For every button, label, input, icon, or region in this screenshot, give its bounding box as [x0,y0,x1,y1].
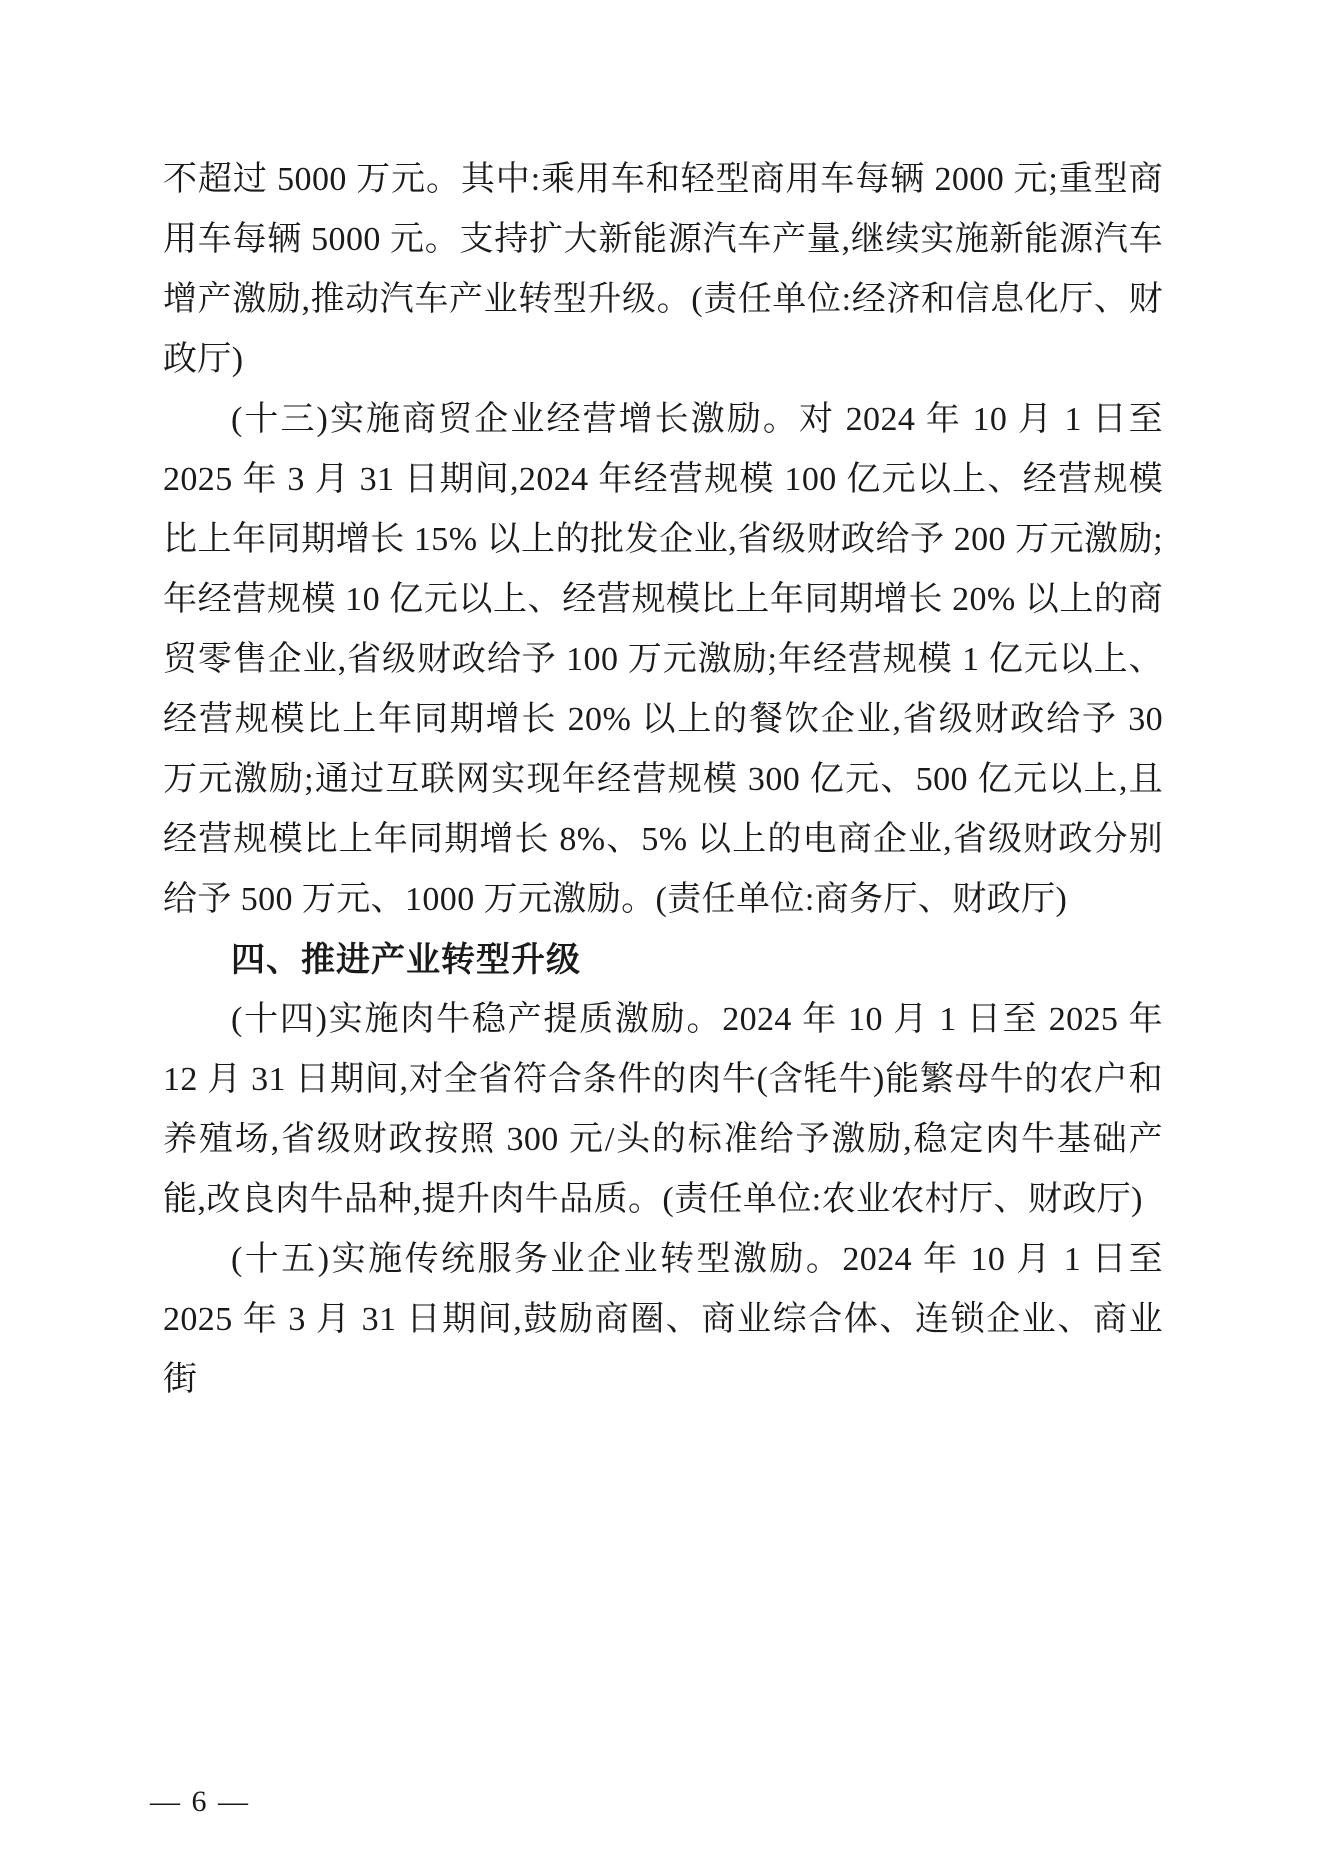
paragraph-item-15-service-transform: (十五)实施传统服务业企业转型激励。2024 年 10 月 1 日至 2025 年 3 月 31 日期间,鼓励商圈、商业综合体、连锁企业、商业街 [163,1241,1163,1398]
section-heading-four: 四、推进产业转型升级 [231,941,581,979]
paragraph-item-14-beef-cattle: (十四)实施肉牛稳产提质激励。2024 年 10 月 1 日至 2025 年 12 月 31 日期间,对全省符合条件的肉牛(含牦牛)能繁母牛的农户和养殖场,省级财政按照 300 元/头的标准给予激励,稳定肉牛基础产能,改良肉牛品种,提升肉牛品质。(责任单位:农业农村厅、财政厅) [163,1001,1163,1218]
page-number: — 6 — [150,1785,250,1818]
paragraph-item-13-commerce-growth: (十三)实施商贸企业经营增长激励。对 2024 年 10 月 1 日至 2025 年 3 月 31 日期间,2024 年经营规模 100 亿元以上、经营规模比上年同期增长 15% 以上的批发企业,省级财政给予 200 万元激励;年经营规模 10 亿元以上、经营规模比上年同期增长 20% 以上的商贸零售企业,省级财政给予 100 万元激励;年经营规模 1 亿元以上、经营规模比上年同期增长 20% 以上的餐饮企业,省级财政给予 30 万元激励;通过互联网实现年经营规模 300 亿元、500 亿元以上,且经营规模比上年同期增长 8%、5% 以上的电商企业,省级财政分别给予 500 万元、1000 万元激励。(责任单位:商务厅、财政厅) [163,401,1163,918]
paragraph-continued-vehicle-incentive: 不超过 5000 万元。其中:乘用车和轻型商用车每辆 2000 元;重型商用车每辆 5000 元。支持扩大新能源汽车产量,继续实施新能源汽车增产激励,推动汽车产业转型升级。(责任单位:经济和信息化厅、财政厅) [163,161,1163,378]
document-body [163,150,1163,1410]
